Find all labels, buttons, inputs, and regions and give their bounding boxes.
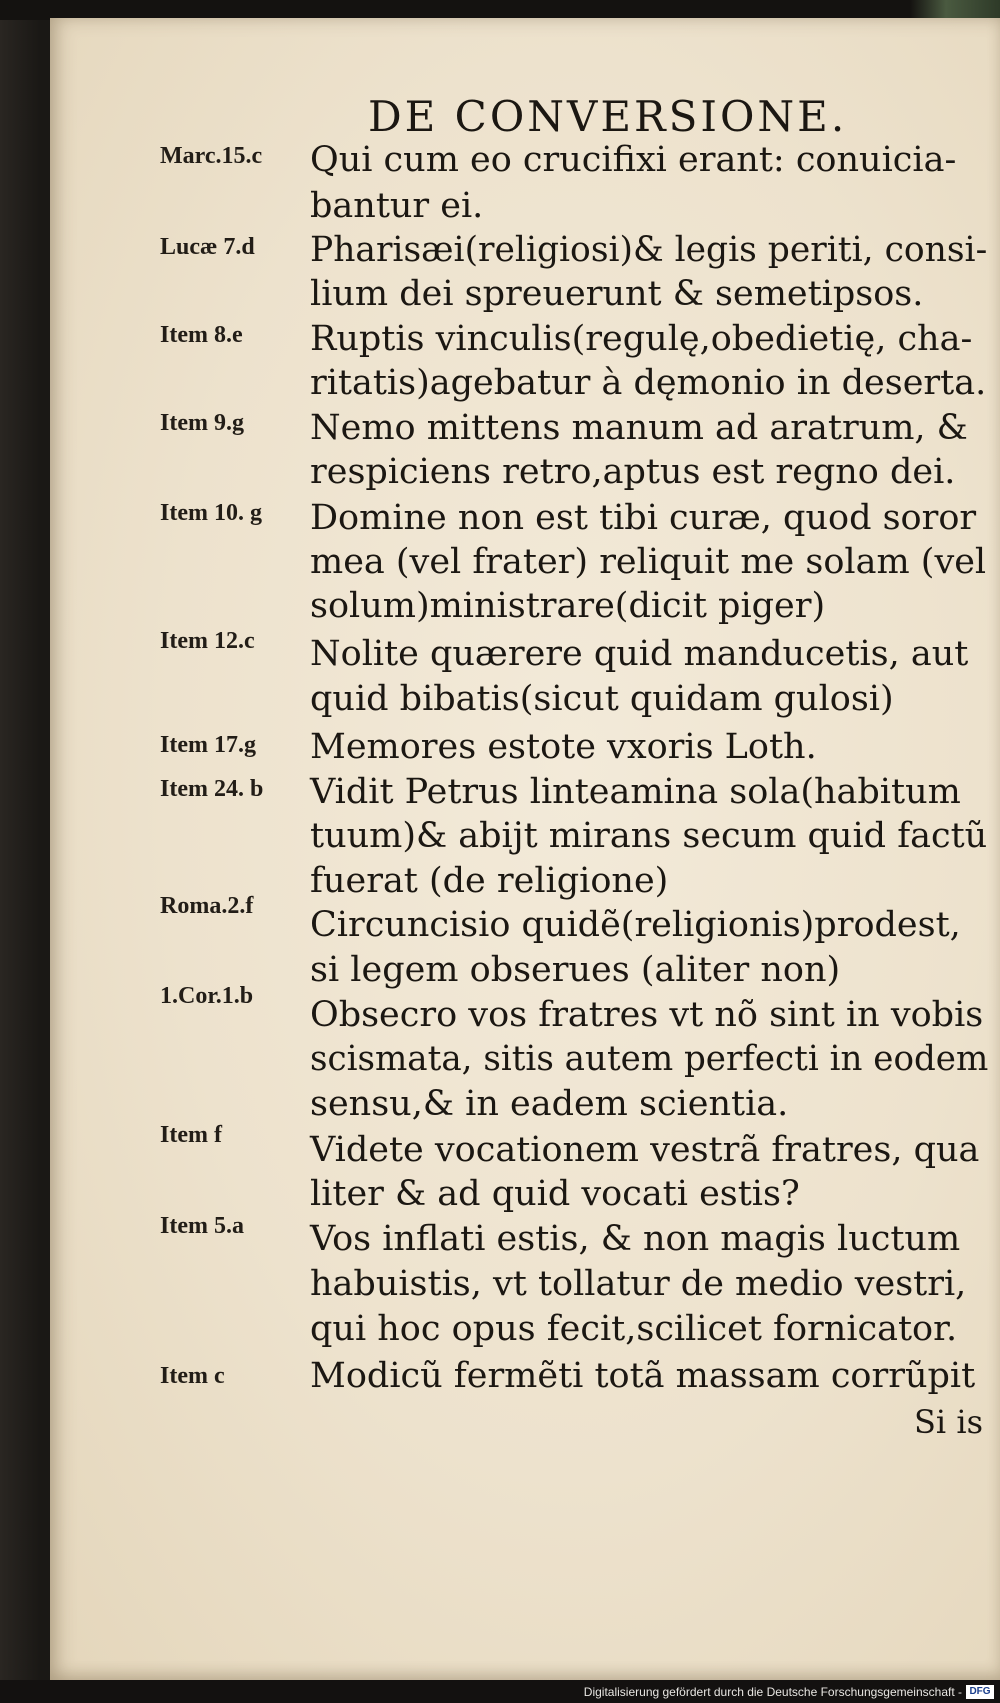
text-line: qui hoc opus fecit,scilicet fornicator. [310,1309,958,1349]
margin-note: Roma.2.f [160,893,254,919]
margin-note: Marc.15.c [160,143,263,169]
text-line: Ruptis vinculis(regulę,obedietię, cha- [310,319,973,359]
text-line: Vos inflati estis, & non magis luctum [310,1219,961,1259]
margin-note: Item f [160,1122,222,1148]
text-line: Circuncisio quidẽ(religionis)prodest, [310,905,961,945]
text-line: Pharisæi(religiosi)& legis periti, consi- [310,230,988,270]
margin-note: Item 12.c [160,628,255,654]
text-line: Memores estote vxoris Loth. [310,727,817,767]
margin-note: Item 9.g [160,410,244,436]
text-line: Nemo mittens manum ad aratrum, & [310,408,968,448]
text-line: scismata, sitis autem perfecti in eodem [310,1039,989,1079]
margin-note: Item 24. b [160,776,264,802]
catchword: Si is [914,1403,983,1441]
text-line: tuum)& abijt mirans secum quid factũ [310,816,988,856]
text-line: mea (vel frater) reliquit me solam (vel [310,542,987,582]
text-line: si legem obserues (aliter non) [310,950,841,990]
text-line: quid bibatis(sicut quidam gulosi) [310,679,894,719]
text-line: solum)ministrare(dicit piger) [310,586,826,626]
margin-note: Item 8.e [160,322,243,348]
text-line: lium dei spreuerunt & semetipsos. [310,274,924,314]
text-line: Modicũ fermẽti totã massam corrũpit [310,1356,976,1396]
margin-note: 1.Cor.1.b [160,983,254,1009]
text-line: fuerat (de religione) [310,861,669,901]
text-line: habuistis, vt tollatur de medio vestri, [310,1264,967,1304]
text-line: Nolite quærere quid manducetis, aut [310,634,969,674]
text-line: liter & ad quid vocati estis? [310,1174,800,1214]
margin-note: Lucæ 7.d [160,234,255,260]
text-line: Domine non est tibi curæ, quod soror [310,498,977,538]
margin-note: Item 17.g [160,732,256,758]
text-line: bantur ei. [310,186,484,226]
text-line: sensu,& in eadem scientia. [310,1084,789,1124]
text-line: respiciens retro,aptus est regno dei. [310,452,956,492]
text-line: Vidit Petrus linteamina sola(habitum [310,772,961,812]
margin-note: Item c [160,1363,225,1389]
text-line: Videte vocationem vestrã fratres, qua [310,1130,980,1170]
margin-note: Item 10. g [160,500,262,526]
text-line: Qui cum eo crucifixi erant: conuicia- [310,140,957,180]
text-line: ritatis)agebatur à dęmonio in deserta. [310,363,987,403]
text-line: Obsecro vos fratres vt nõ sint in vobis [310,995,984,1035]
top-border-strip [0,0,1000,20]
dfg-logo-icon: DFG [966,1685,994,1699]
funding-credit: Digitalisierung gefördert durch die Deutsche Forschungsgemeinschaft - [583,1685,962,1699]
running-title: DE CONVERSIONE. [368,92,848,141]
margin-note: Item 5.a [160,1213,244,1239]
